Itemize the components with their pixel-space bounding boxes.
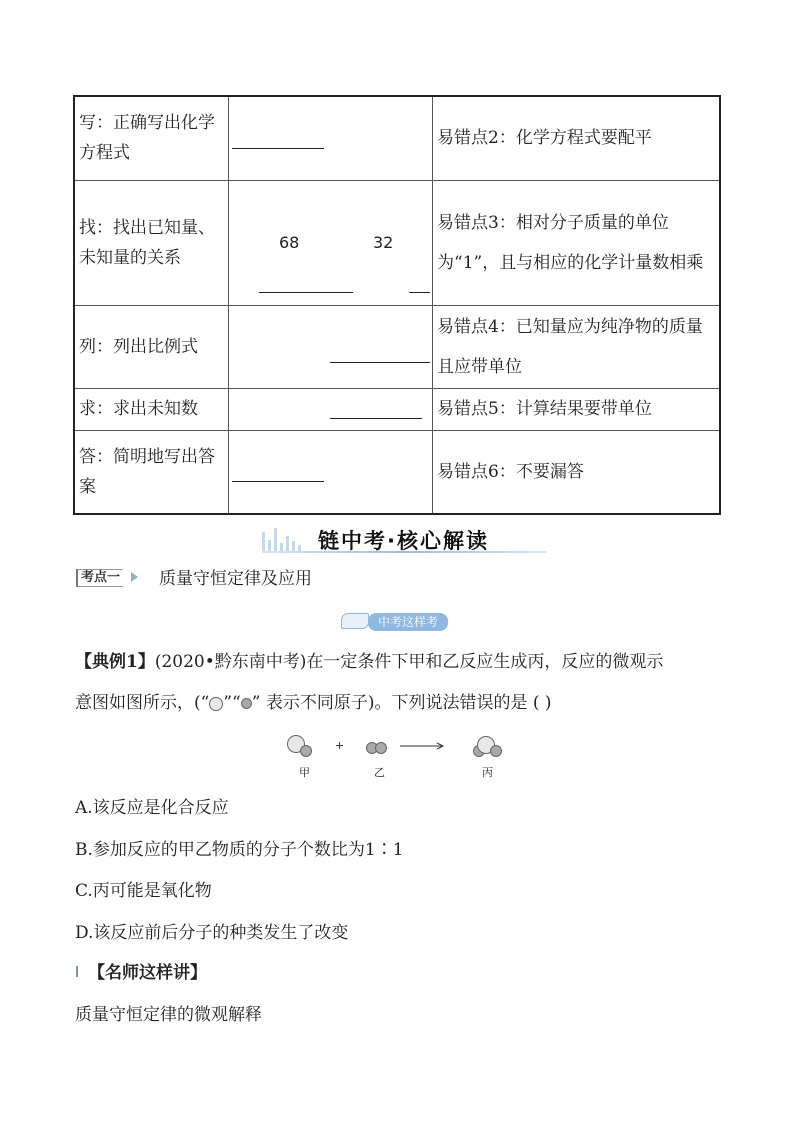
table-row [74,430,720,514]
answer-cell [229,180,433,305]
molecule-jia-small-atom-icon [300,745,312,757]
arrow-icon [131,572,138,582]
answer-cell [229,96,433,180]
kaodian-tag: 考点一 [76,569,123,587]
example-line-2 [75,691,552,715]
exam-pill: 中考这样考 [368,613,448,631]
note-cell: 易错点5：计算结果要带单位 [433,388,721,430]
step-cell: 写：正确写出化学方程式 [74,96,229,180]
molar-mass-unknown: 32 [373,232,394,252]
example-bracket-open: 【 [75,652,92,672]
example-bracket-close: 】 [137,652,155,672]
answer-blank [409,292,430,293]
example-line-1 [75,650,663,674]
label-yi: 乙 [374,766,385,779]
big-atom-icon [209,697,223,711]
steps-table [73,95,721,515]
table-row [74,388,720,430]
small-atom-icon [241,698,252,709]
molecule-yi-small-atom-icon [375,742,387,754]
molecule-bing-small-atom-icon [490,745,502,757]
note-cell: 易错点6：不要漏答 [433,430,721,514]
example-text: ”“ [223,693,241,713]
step-cell: 找：找出已知量、未知量的关系 [74,180,229,305]
answer-cell [229,388,433,430]
answer-blank [330,418,422,419]
option-a: A.该反应是化合反应 [75,798,229,818]
table-row [74,180,720,305]
option-b: B.参加反应的甲乙物质的分子个数比为1∶1 [75,840,404,860]
note-cell: 易错点2：化学方程式要配平 [433,96,721,180]
option-d: D.该反应前后分子的种类发生了改变 [75,923,349,943]
answer-cell [229,430,433,514]
reaction-diagram [280,732,510,780]
example-label: 典例1 [92,652,138,672]
answer-blank [259,292,353,293]
section-title: 链中考·核心解读 [318,529,489,553]
teacher-heading: 【名师这样讲】 [88,963,207,983]
example-text: ” 表示不同原子)。下列说法错误的是 ( ) [251,693,552,713]
plus-sign: + [335,739,345,752]
answer-blank [232,481,324,482]
hand-icon [341,613,369,629]
last-line: 质量守恒定律的微观解释 [75,1005,262,1025]
molar-mass-known: 68 [279,232,300,252]
note-cell: 易错点3：相对分子质量的单位为“1”，且与相应的化学计量数相乘 [433,180,721,305]
flag-icon [76,966,87,977]
city-deco-icon [262,528,312,552]
table-row [74,305,720,388]
note-cell: 易错点4：已知量应为纯净物的质量且应带单位 [433,305,721,388]
table-row [74,96,720,180]
label-jia: 甲 [299,766,310,779]
option-c: C.丙可能是氧化物 [75,881,212,901]
kaodian-title: 质量守恒定律及应用 [159,569,312,589]
example-text: (2020•黔东南中考)在一定条件下甲和乙反应生成丙，反应的微观示 [154,652,664,672]
step-cell: 列：列出比例式 [74,305,229,388]
step-cell: 答：简明地写出答案 [74,430,229,514]
reaction-arrow-icon [400,742,446,750]
example-text: 意图如图所示，(“ [75,693,210,713]
label-bing: 丙 [482,766,493,779]
answer-blank [330,362,430,363]
answer-cell [229,305,433,388]
answer-blank [232,148,324,149]
step-cell: 求：求出未知数 [74,388,229,430]
